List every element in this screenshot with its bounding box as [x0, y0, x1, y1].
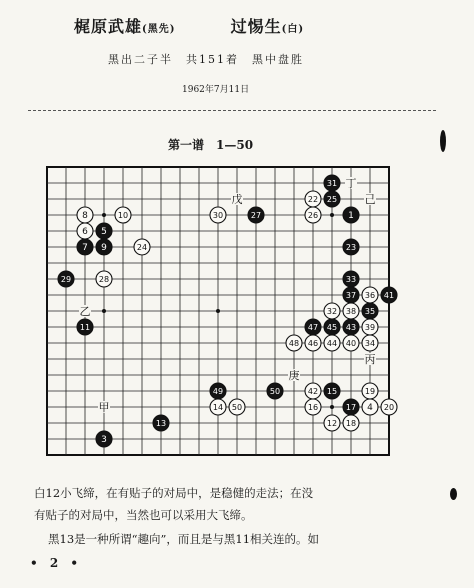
game-result-line: 黑出二子半 共151着 黑中盘胜 [108, 53, 304, 66]
stone-move-number: 5 [101, 227, 107, 237]
white-stone [362, 287, 378, 303]
white-stone [229, 399, 245, 415]
stone-move-number: 34 [364, 339, 376, 348]
stone-move-number: 24 [136, 243, 148, 252]
black-stone [343, 239, 359, 255]
game-date: 1962年7月11日 [182, 85, 250, 95]
black-player-tag: (黑先) [142, 24, 176, 35]
stone-move-number: 33 [345, 275, 357, 284]
stone-move-number: 17 [345, 403, 357, 412]
black-stone [324, 191, 340, 207]
black-stone [343, 287, 359, 303]
white-stone [305, 191, 321, 207]
star-point [330, 405, 334, 409]
white-player-tag: (白) [281, 24, 305, 35]
stone-move-number: 26 [307, 211, 319, 220]
black-stone [58, 271, 74, 287]
white-stone [305, 399, 321, 415]
white-player-name: 过惕生 [230, 17, 282, 36]
white-stone [381, 399, 397, 415]
star-point [102, 309, 106, 313]
stone-move-number: 18 [345, 419, 357, 428]
stone-move-number: 36 [364, 291, 376, 300]
black-stone [305, 319, 321, 335]
white-stone [324, 303, 340, 319]
white-stone [210, 207, 226, 223]
white-stone [343, 303, 359, 319]
stone-move-number: 10 [117, 211, 129, 220]
white-stone [96, 271, 112, 287]
stone-move-number: 32 [326, 307, 338, 316]
stone-move-number: 28 [98, 275, 110, 284]
position-marker: 丙 [364, 353, 376, 366]
stone-move-number: 43 [345, 323, 357, 332]
black-stone [343, 399, 359, 415]
white-stone [305, 335, 321, 351]
stone-move-number: 11 [79, 323, 91, 332]
black-stone [381, 287, 397, 303]
stone-move-number: 47 [307, 323, 319, 332]
black-stone [248, 207, 264, 223]
white-stone [362, 399, 378, 415]
stone-move-number: 3 [101, 435, 107, 445]
stone-move-number: 50 [269, 387, 281, 396]
black-stone [267, 383, 283, 399]
black-stone [343, 271, 359, 287]
game-header [74, 14, 304, 37]
stone-move-number: 27 [250, 211, 262, 220]
star-point [216, 309, 220, 313]
stone-move-number: 41 [383, 291, 395, 300]
dashed-divider [28, 110, 436, 111]
black-stone [324, 319, 340, 335]
position-marker: 甲 [98, 401, 110, 414]
white-stone [77, 207, 93, 223]
commentary-line-3: 黑13是一种所谓“趣向”，而且是与黑11相关连的。如 [48, 532, 320, 546]
stone-move-number: 13 [155, 419, 167, 428]
black-stone [96, 431, 112, 447]
stone-move-number: 31 [326, 179, 338, 188]
stone-move-number: 22 [307, 195, 319, 204]
white-stone [324, 415, 340, 431]
stone-move-number: 30 [212, 211, 224, 220]
position-marker: 乙 [79, 305, 91, 318]
stone-move-number: 50 [231, 403, 243, 412]
white-stone [134, 239, 150, 255]
stone-move-number: 25 [326, 195, 338, 204]
commentary-line-1: 白12小飞缔，在有贴子的对局中，是稳健的走法；在没 [34, 486, 314, 500]
white-stone [286, 335, 302, 351]
stone-move-number: 46 [307, 339, 319, 348]
go-board-diagram [38, 158, 398, 464]
stone-move-number: 49 [212, 387, 224, 396]
white-stone [305, 207, 321, 223]
stone-move-number: 14 [212, 403, 224, 412]
white-stone [305, 383, 321, 399]
stone-move-number: 19 [364, 387, 376, 396]
stone-move-number: 20 [383, 403, 395, 412]
stone-move-number: 45 [326, 323, 338, 332]
black-stone [96, 223, 112, 239]
stone-move-number: 29 [60, 275, 72, 284]
black-stone [343, 207, 359, 223]
black-stone [77, 319, 93, 335]
white-stone [115, 207, 131, 223]
black-player-name: 梶原武雄 [74, 17, 143, 36]
stone-move-number: 35 [364, 307, 376, 316]
stone-move-number: 39 [364, 323, 376, 332]
stone-move-number: 4 [367, 403, 373, 413]
stone-move-number: 16 [307, 403, 319, 412]
white-stone [210, 399, 226, 415]
position-marker: 己 [364, 193, 376, 206]
white-stone [343, 335, 359, 351]
position-marker: 丁 [345, 177, 357, 190]
stone-move-number: 6 [82, 227, 88, 237]
binding-mark [440, 130, 446, 152]
white-stone [362, 319, 378, 335]
stone-move-number: 12 [326, 419, 338, 428]
black-stone [210, 383, 226, 399]
white-stone [362, 383, 378, 399]
black-stone [343, 319, 359, 335]
page-number: • 2 • [30, 556, 83, 570]
white-stone [77, 223, 93, 239]
black-stone [153, 415, 169, 431]
white-stone [362, 335, 378, 351]
stone-move-number: 40 [345, 339, 357, 348]
white-stone [343, 415, 359, 431]
stone-move-number: 48 [288, 339, 300, 348]
stone-move-number: 1 [348, 211, 354, 221]
stone-move-number: 15 [326, 387, 338, 396]
black-stone [77, 239, 93, 255]
white-stone [324, 335, 340, 351]
stone-move-number: 8 [82, 211, 88, 221]
commentary-line-2: 有贴子的对局中，当然也可以采用大飞缔。 [34, 508, 253, 522]
stone-move-number: 42 [307, 387, 319, 396]
black-stone [324, 175, 340, 191]
stone-move-number: 38 [345, 307, 357, 316]
star-point [330, 213, 334, 217]
black-stone [362, 303, 378, 319]
star-point [102, 213, 106, 217]
stone-move-number: 37 [345, 291, 357, 300]
binding-mark [450, 488, 457, 500]
stone-move-number: 23 [345, 243, 357, 252]
stone-move-number: 44 [326, 339, 338, 348]
stone-move-number: 7 [82, 243, 88, 253]
position-marker: 庚 [288, 369, 300, 382]
diagram-title: 第一谱 1—50 [168, 138, 254, 152]
stone-move-number: 9 [101, 243, 107, 253]
position-marker: 戊 [231, 193, 243, 206]
black-stone [324, 383, 340, 399]
black-stone [96, 239, 112, 255]
